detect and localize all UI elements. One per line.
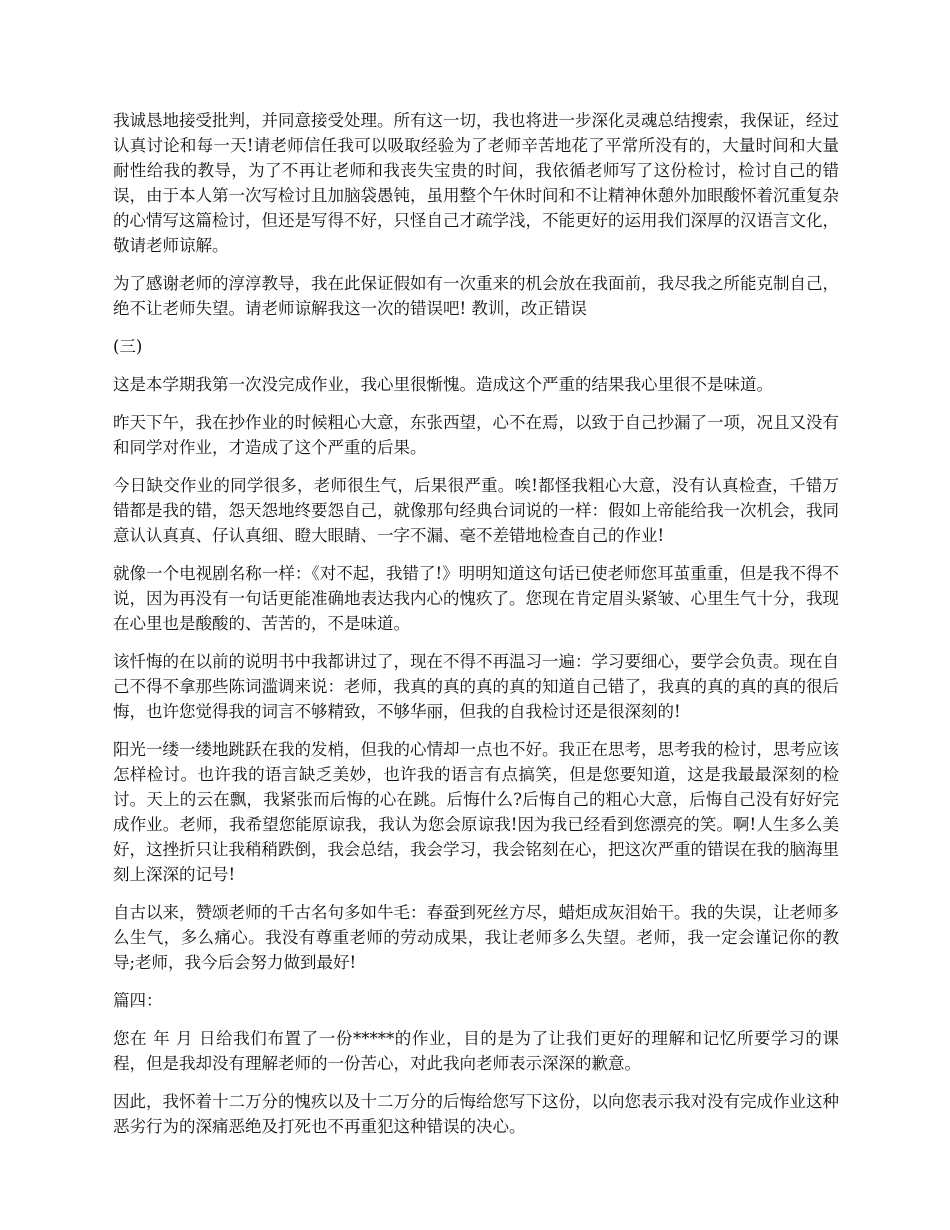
paragraph-13: 因此，我怀着十二万分的愧疚以及十二万分的后悔给您写下这份，以向您表示我对没有完成作业这种恶劣行为的深痛恶绝及打死也不再重犯这种错误的决心。 bbox=[113, 1092, 839, 1136]
paragraph-6: 今日缺交作业的同学很多，老师很生气，后果很严重。唉!都怪我粗心大意，没有认真检查，千错万错都是我的错，怨天怨地终要怨自己，就像那句经典台词说的一样：假如上帝能给我一次机会，我同意认认真真、仔认真细、瞪大眼睛、一字不漏、毫不差错地检查自己的作业! bbox=[113, 476, 839, 545]
paragraph-2: 为了感谢老师的淳淳教导，我在此保证假如有一次重来的机会放在我面前，我尽我之所能克制自己，绝不让老师失望。请老师谅解我这一次的错误吧! 教训，改正错误 bbox=[113, 274, 839, 318]
paragraph-1: 我诚恳地接受批判，并同意接受处理。所有这一切，我也将进一步深化灵魂总结搜索，我保证，经过认真讨论和每一天!请老师信任我可以吸取经验为了老师辛苦地花了平常所没有的，大量时间和大量耐性给我的教导，为了不再让老师和我丧失宝贵的时间，我依循老师写了这份检讨，检讨自己的错误，由于本人第一次写检讨且加脑袋愚钝，虽用整个午休时间和不让精神休憩外加眼酸怀着沉重复杂的心情写这篇检讨，但还是写得不好，只怪自己才疏学浅，不能更好的运用我们深厚的汉语言文化，敬请老师谅解。 bbox=[113, 111, 839, 255]
paragraph-5: 昨天下午，我在抄作业的时候粗心大意，东张西望，心不在焉，以致于自己抄漏了一项，况且又没有和同学对作业，才造成了这个严重的后果。 bbox=[113, 413, 839, 457]
document-body bbox=[113, 108, 839, 1152]
paragraph-4: 这是本学期我第一次没完成作业，我心里很惭愧。造成这个严重的结果我心里很不是味道。 bbox=[113, 375, 773, 394]
paragraph-9: 阳光一缕一缕地跳跃在我的发梢，但我的心情却一点也不好。我正在思考，思考我的检讨，思考应该怎样检讨。也许我的语言缺乏美妙，也许我的语言有点搞笑，但是您要知道，这是我最最深刻的检讨。天上的云在飘，我紧张而后悔的心在跳。后悔什么?后悔自己的粗心大意，后悔自己没有好好完成作业。老师，我希望您能原谅我，我认为您会原谅我!因为我已经看到您漂亮的笑。啊!人生多么美好，这挫折只让我稍稍跌倒，我会总结，我会学习，我会铭刻在心，把这次严重的错误在我的脑海里刻上深深的记号! bbox=[113, 740, 839, 884]
paragraph-12: 您在 年 月 日给我们布置了一份*****的作业，目的是为了让我们更好的理解和记忆所要学习的课程，但是我却没有理解老师的一份苦心，对此我向老师表示深深的歉意。 bbox=[113, 1029, 839, 1073]
section-heading-4: 篇四： bbox=[113, 991, 163, 1010]
section-heading-3: (三) bbox=[113, 337, 143, 356]
paragraph-10: 自古以来，赞颂老师的千古名句多如牛毛：春蚕到死丝方尽，蜡炬成灰泪始干。我的失误，让老师多么生气，多么痛心。我没有尊重老师的劳动成果，我让老师多么失望。老师，我一定会谨记你的教导;老师，我今后会努力做到最好! bbox=[113, 903, 839, 972]
paragraph-8: 该忏悔的在以前的说明书中我都讲过了，现在不得不再温习一遍：学习要细心，要学会负责。现在自己不得不拿那些陈词滥调来说：老师，我真的真的真的真的知道自己错了，我真的真的真的真的很后悔，也许您觉得我的词言不够精致，不够华丽，但我的自我检讨还是很深刻的! bbox=[113, 652, 839, 721]
paragraph-7: 就像一个电视剧名称一样：《对不起，我错了!》明明知道这句话已使老师您耳茧重重，但是我不得不说，因为再没有一句话更能准确地表达我内心的愧疚了。您现在肯定眉头紧皱、心里生气十分，我现在心里也是酸酸的、苦苦的，不是味道。 bbox=[113, 564, 839, 633]
